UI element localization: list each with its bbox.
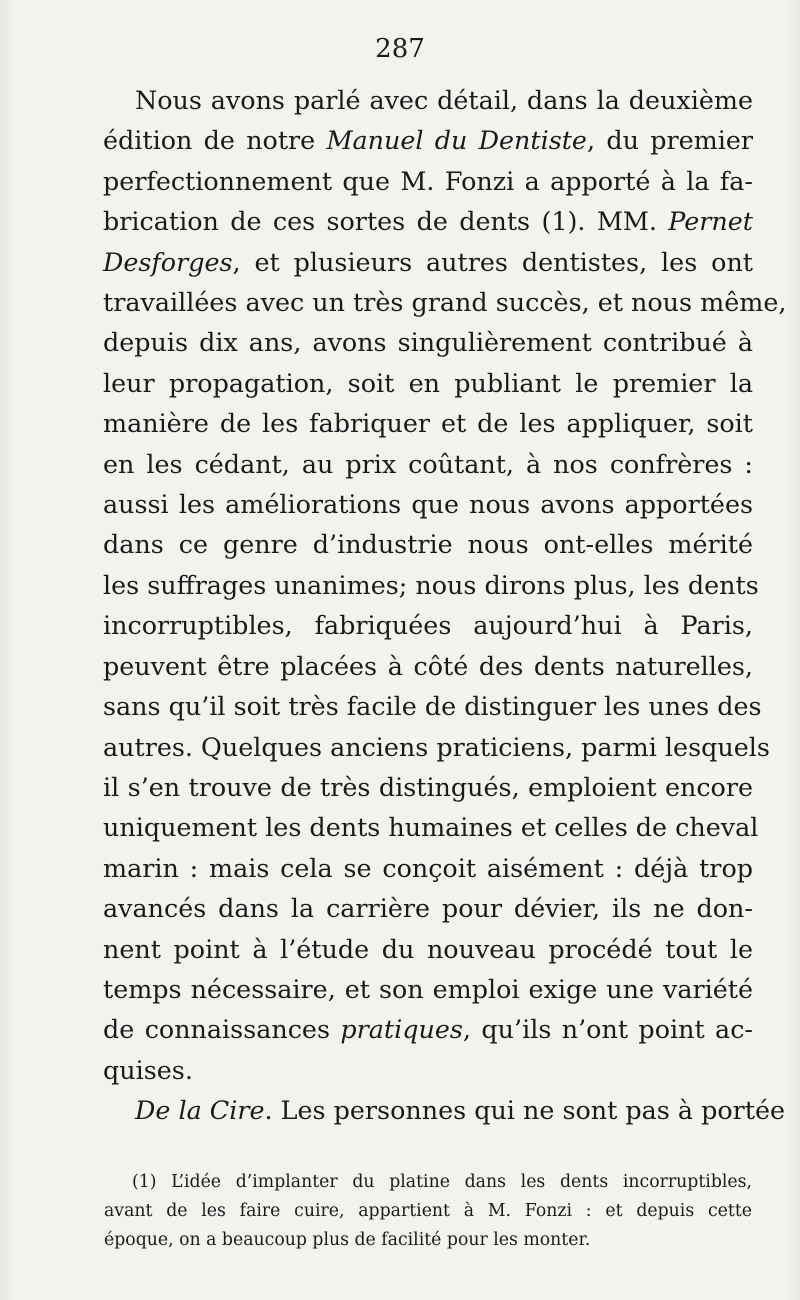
text-line <box>103 444 753 484</box>
text-line <box>103 484 753 524</box>
text-segment: temps nécessaire, et son emploi exige une variété <box>103 973 753 1004</box>
text-line <box>103 363 753 403</box>
text-segment: incorruptibles, fabriquées aujourd’hui à Paris, <box>103 610 753 641</box>
text-line <box>103 1090 786 1130</box>
text-line <box>103 929 753 969</box>
body-text <box>103 80 787 1131</box>
footnote <box>104 1168 752 1255</box>
text-line <box>103 1009 753 1049</box>
text-segment: Nous avons parlé avec détail, dans la deuxième <box>135 85 753 115</box>
page-number: 287 <box>375 34 425 64</box>
text-line <box>103 1050 753 1090</box>
footnote-line: avant de les faire cuire, appartient à M. Fonzi : et depuis cette <box>104 1201 752 1221</box>
text-line <box>103 727 770 767</box>
text-segment: uniquement les dents humaines et celles de cheval <box>103 812 759 843</box>
text-line <box>103 524 753 564</box>
footnote-line: (1) L’idée d’implanter du platine dans les dents incorruptibles, <box>132 1172 752 1192</box>
italic-segment: Desforges <box>103 246 233 277</box>
text-line <box>103 161 753 201</box>
text-line <box>103 848 753 888</box>
text-segment: de connaissances <box>103 1014 341 1045</box>
text-line <box>103 888 753 928</box>
text-line <box>103 686 762 726</box>
text-segment: manière de les fabriquer et de les appliquer, soit <box>103 408 753 439</box>
text-line <box>103 242 753 282</box>
text-segment: brication de ces sortes de dents (1). MM. <box>103 206 669 237</box>
text-line <box>103 403 753 443</box>
text-segment: . Les personnes qui ne sont pas à portée <box>264 1095 786 1126</box>
text-segment: autres. Quelques anciens praticiens, parmi lesquels <box>103 731 770 762</box>
text-segment: les suffrages unanimes; nous dirons plus, les dents <box>103 569 759 600</box>
text-line <box>103 282 787 322</box>
text-line <box>103 767 753 807</box>
text-segment: peuvent être placées à côté des dents naturelles, <box>103 650 753 681</box>
text-line <box>103 80 753 120</box>
text-segment: leur propagation, soit en publiant le premier la <box>103 367 753 398</box>
text-segment: perfectionnement que M. Fonzi a apporté à la fa- <box>103 165 753 196</box>
text-segment: , qu’ils n’ont point ac- <box>462 1014 753 1045</box>
text-line <box>103 565 759 605</box>
text-segment: , du premier <box>586 125 753 156</box>
text-segment: , et plusieurs autres dentistes, les ont <box>232 246 753 277</box>
text-segment: marin : mais cela se conçoit aisément : déjà trop <box>103 852 753 883</box>
text-line <box>103 807 759 847</box>
text-line <box>103 969 753 1009</box>
text-segment: avancés dans la carrière pour dévier, ils ne don- <box>103 893 753 924</box>
text-segment: aussi les améliorations que nous avons apportées <box>103 489 753 520</box>
text-line <box>103 322 753 362</box>
text-segment: depuis dix ans, avons singulièrement contribué à <box>103 327 753 358</box>
text-line <box>103 120 753 160</box>
text-segment: travaillées avec un très grand succès, et nous même, <box>103 287 787 318</box>
text-segment: en les cédant, au prix coûtant, à nos confrères : <box>103 448 753 479</box>
text-segment: nent point à l’étude du nouveau procédé tout le <box>103 933 753 964</box>
italic-segment: Pernet <box>668 206 753 237</box>
italic-segment: Manuel du Dentiste <box>326 125 587 156</box>
text-line <box>103 646 753 686</box>
text-line <box>103 201 753 241</box>
footnote-line: époque, on a beaucoup plus de facilité pour les monter. <box>104 1230 591 1250</box>
italic-segment: De la Cire <box>135 1095 265 1126</box>
italic-segment: pratiques <box>340 1014 463 1045</box>
text-segment: sans qu’il soit très facile de distinguer les unes des <box>103 691 762 722</box>
text-segment: il s’en trouve de très distingués, emploient encore <box>103 771 753 802</box>
text-line <box>103 605 753 645</box>
text-segment: dans ce genre d’industrie nous ont-elles mérité <box>103 529 753 560</box>
text-segment: édition de notre <box>103 125 327 156</box>
text-segment: quises. <box>103 1054 193 1085</box>
